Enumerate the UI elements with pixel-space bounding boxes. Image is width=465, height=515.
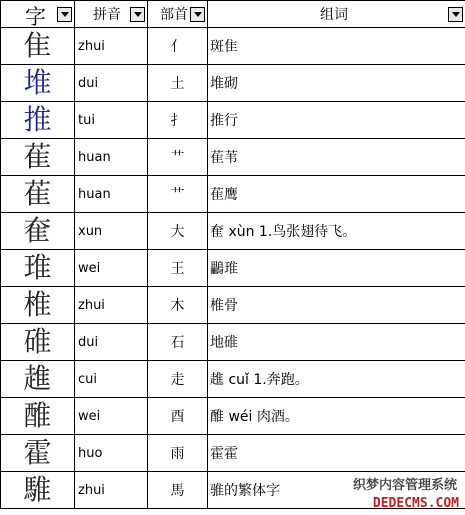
table-row[interactable] — [1, 324, 465, 361]
header-char — [1, 1, 75, 28]
char-cell[interactable]: 碓 — [1, 324, 75, 361]
char-cell[interactable]: 推 — [1, 102, 75, 139]
words-cell[interactable]: 推行 — [208, 102, 465, 139]
radical-cell[interactable]: 艹 — [148, 176, 208, 213]
words-cell[interactable]: 趡 cuǐ 1.奔跑。 — [208, 361, 465, 398]
table-row[interactable] — [1, 213, 465, 250]
pinyin-cell[interactable]: huan — [75, 176, 148, 213]
char-cell[interactable]: 醀 — [1, 398, 75, 435]
radical-cell[interactable]: 木 — [148, 287, 208, 324]
char-cell[interactable]: 萑 — [1, 139, 75, 176]
watermark-url: DEDECMS.COM — [372, 496, 459, 511]
filter-dropdown-icon[interactable] — [190, 7, 205, 22]
char-cell[interactable]: 趡 — [1, 361, 75, 398]
char-cell[interactable]: 萑 — [1, 176, 75, 213]
char-cell[interactable]: 琟 — [1, 250, 75, 287]
header-words-label: 组词 — [320, 7, 348, 23]
words-cell[interactable]: 斑隹 — [208, 28, 465, 65]
words-cell[interactable]: 奞 xùn 1.鸟张翅待飞。 — [208, 213, 465, 250]
words-cell[interactable]: 地碓 — [208, 324, 465, 361]
pinyin-cell[interactable]: cui — [75, 361, 148, 398]
pinyin-cell[interactable]: xun — [75, 213, 148, 250]
pinyin-cell[interactable]: dui — [75, 65, 148, 102]
table-row[interactable] — [1, 28, 465, 65]
pinyin-cell[interactable]: huo — [75, 435, 148, 472]
pinyin-cell[interactable]: zhui — [75, 287, 148, 324]
radical-cell[interactable]: 雨 — [148, 435, 208, 472]
header-radical-label: 部首 — [160, 7, 188, 23]
radical-cell[interactable]: 走 — [148, 361, 208, 398]
pinyin-cell[interactable]: dui — [75, 324, 148, 361]
char-cell[interactable]: 隹 — [1, 28, 75, 65]
words-cell[interactable]: 萑苇 — [208, 139, 465, 176]
words-cell[interactable]: 椎骨 — [208, 287, 465, 324]
filter-dropdown-icon[interactable] — [57, 7, 72, 22]
pinyin-cell[interactable]: wei — [75, 398, 148, 435]
words-cell[interactable]: 霍霍 — [208, 435, 465, 472]
table-row[interactable] — [1, 176, 465, 213]
radical-cell[interactable]: 土 — [148, 65, 208, 102]
char-cell[interactable]: 椎 — [1, 287, 75, 324]
words-cell[interactable]: 萑鹰 — [208, 176, 465, 213]
char-cell[interactable]: 堆 — [1, 65, 75, 102]
radical-cell[interactable]: 大 — [148, 213, 208, 250]
header-row — [1, 1, 465, 28]
words-cell[interactable]: 堆砌 — [208, 65, 465, 102]
radical-cell[interactable]: 石 — [148, 324, 208, 361]
table-row[interactable] — [1, 398, 465, 435]
radical-cell[interactable]: 王 — [148, 250, 208, 287]
words-cell[interactable]: 骓的繁体字 — [208, 472, 465, 509]
header-pinyin — [75, 1, 148, 28]
radical-cell[interactable]: 扌 — [148, 102, 208, 139]
words-cell[interactable]: 鸓琟 — [208, 250, 465, 287]
pinyin-cell[interactable]: zhui — [75, 28, 148, 65]
table-row[interactable] — [1, 65, 465, 102]
words-cell[interactable]: 醀 wéi 肉酒。 — [208, 398, 465, 435]
char-cell[interactable]: 奞 — [1, 213, 75, 250]
header-char-label: 字 — [25, 5, 46, 28]
table-row[interactable] — [1, 139, 465, 176]
radical-cell[interactable]: 馬 — [148, 472, 208, 509]
filter-dropdown-icon[interactable] — [448, 7, 463, 22]
filter-dropdown-icon[interactable] — [130, 7, 145, 22]
table-row[interactable] — [1, 250, 465, 287]
table-row[interactable] — [1, 102, 465, 139]
radical-cell[interactable]: 艹 — [148, 139, 208, 176]
table-row[interactable] — [1, 435, 465, 472]
watermark-text: 织梦内容管理系统 — [353, 474, 457, 493]
radical-cell[interactable]: 酉 — [148, 398, 208, 435]
radical-cell[interactable]: 亻 — [148, 28, 208, 65]
char-cell[interactable]: 霍 — [1, 435, 75, 472]
char-cell[interactable]: 騅 — [1, 472, 75, 509]
header-words — [208, 1, 465, 28]
pinyin-cell[interactable]: huan — [75, 139, 148, 176]
table-row[interactable] — [1, 287, 465, 324]
pinyin-cell[interactable]: zhui — [75, 472, 148, 509]
pinyin-cell[interactable]: wei — [75, 250, 148, 287]
pinyin-cell[interactable]: tui — [75, 102, 148, 139]
table-row[interactable] — [1, 361, 465, 398]
header-pinyin-label: 拼音 — [93, 7, 121, 23]
header-radical — [148, 1, 208, 28]
